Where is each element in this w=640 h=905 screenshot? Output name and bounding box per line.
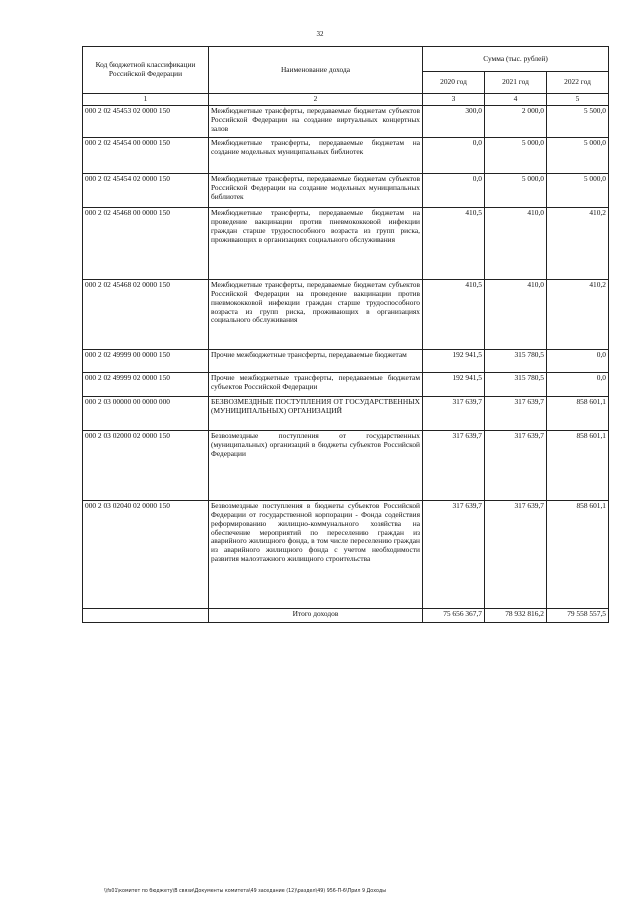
amount-2021-cell: 315 780,5 xyxy=(485,372,547,396)
amount-2021-cell: 410,0 xyxy=(485,207,547,279)
table-row xyxy=(83,372,609,396)
table-row xyxy=(83,279,609,349)
page-number: 32 xyxy=(316,30,324,38)
budget-code-cell: 000 2 03 00000 00 0000 000 xyxy=(83,396,209,430)
table-row xyxy=(83,349,609,372)
amount-2020-cell: 0,0 xyxy=(423,137,485,173)
column-index: 5 xyxy=(547,94,609,106)
total-2020: 75 656 367,7 xyxy=(423,608,485,622)
header-name: Наименование дохода xyxy=(209,47,423,94)
file-path-footer: \\fs01\комитет по бюджету\В связи\Документы комитета\49 заседание (12)\раздел\49) 956-П-6\Прил 9 Доходы xyxy=(104,889,387,894)
revenue-name-cell: Безвозмездные поступления от государственных (муниципальных) организаций в бюджеты субъектов Российской Федерации xyxy=(209,430,423,500)
budget-code-cell: 000 2 03 02000 02 0000 150 xyxy=(83,430,209,500)
amount-2022-cell: 410,2 xyxy=(547,279,609,349)
budget-code-cell: 000 2 02 45453 02 0000 150 xyxy=(83,105,209,137)
amount-2021-cell: 410,0 xyxy=(485,279,547,349)
table-row xyxy=(83,430,609,500)
amount-2021-cell: 317 639,7 xyxy=(485,500,547,608)
amount-2020-cell: 317 639,7 xyxy=(423,500,485,608)
column-index: 2 xyxy=(209,94,423,106)
table-row xyxy=(83,500,609,608)
amount-2020-cell: 300,0 xyxy=(423,105,485,137)
revenue-name-cell: Межбюджетные трансферты, передаваемые бюджетам субъектов Российской Федерации на проведение вакцинации против пневмококковой инфекции граждан старше трудоспособного возраста из групп риска, проживающих в организациях социального обслуживания xyxy=(209,279,423,349)
amount-2022-cell: 5 500,0 xyxy=(547,105,609,137)
column-index: 1 xyxy=(83,94,209,106)
budget-code-cell: 000 2 02 45454 00 0000 150 xyxy=(83,137,209,173)
revenue-name-cell: Межбюджетные трансферты, передаваемые бюджетам субъектов Российской Федерации на создание модельных муниципальных библиотек xyxy=(209,173,423,207)
total-2022: 79 558 557,5 xyxy=(547,608,609,622)
amount-2022-cell: 5 000,0 xyxy=(547,137,609,173)
amount-2020-cell: 192 941,5 xyxy=(423,349,485,372)
amount-2020-cell: 0,0 xyxy=(423,173,485,207)
amount-2022-cell: 858 601,1 xyxy=(547,500,609,608)
budget-code-cell: 000 2 03 02040 02 0000 150 xyxy=(83,500,209,608)
header-year-2022: 2022 год xyxy=(547,72,609,94)
header-sum: Сумма (тыс. рублей) xyxy=(423,47,609,72)
budget-code-cell: 000 2 02 49999 02 0000 150 xyxy=(83,372,209,396)
table-row xyxy=(83,173,609,207)
amount-2020-cell: 410,5 xyxy=(423,279,485,349)
revenue-name-cell: БЕЗВОЗМЕЗДНЫЕ ПОСТУПЛЕНИЯ ОТ ГОСУДАРСТВЕННЫХ (МУНИЦИПАЛЬНЫХ) ОРГАНИЗАЦИЙ xyxy=(209,396,423,430)
amount-2021-cell: 317 639,7 xyxy=(485,430,547,500)
amount-2022-cell: 410,2 xyxy=(547,207,609,279)
amount-2022-cell: 0,0 xyxy=(547,349,609,372)
header-year-2021: 2021 год xyxy=(485,72,547,94)
column-index: 4 xyxy=(485,94,547,106)
total-label: Итого доходов xyxy=(209,608,423,622)
column-index: 3 xyxy=(423,94,485,106)
amount-2020-cell: 410,5 xyxy=(423,207,485,279)
table-row xyxy=(83,105,609,137)
total-row xyxy=(83,608,609,622)
revenue-name-cell: Межбюджетные трансферты, передаваемые бюджетам субъектов Российской Федерации на создание виртуальных концертных залов xyxy=(209,105,423,137)
amount-2020-cell: 317 639,7 xyxy=(423,396,485,430)
amount-2021-cell: 317 639,7 xyxy=(485,396,547,430)
budget-code-cell: 000 2 02 49999 00 0000 150 xyxy=(83,349,209,372)
table-row xyxy=(83,207,609,279)
total-code xyxy=(83,608,209,622)
amount-2020-cell: 192 941,5 xyxy=(423,372,485,396)
revenue-name-cell: Межбюджетные трансферты, передаваемые бюджетам на проведение вакцинации против пневмококковой инфекции граждан старше трудоспособного возраста из групп риска, проживающих в организациях социального обслуживания xyxy=(209,207,423,279)
amount-2022-cell: 858 601,1 xyxy=(547,430,609,500)
amount-2021-cell: 2 000,0 xyxy=(485,105,547,137)
budget-code-cell: 000 2 02 45454 02 0000 150 xyxy=(83,173,209,207)
table-row xyxy=(83,396,609,430)
header-year-2020: 2020 год xyxy=(423,72,485,94)
header-code: Код бюджетной классификации Российской Федерации xyxy=(83,47,209,94)
amount-2022-cell: 5 000,0 xyxy=(547,173,609,207)
amount-2021-cell: 5 000,0 xyxy=(485,137,547,173)
revenue-name-cell: Безвозмездные поступления в бюджеты субъектов Российской Федерации от государственной корпорации - Фонда содействия реформированию жилищно-коммунального хозяйства на обеспечение мероприятий по переселению граждан из аварийного жилищного фонда, в том числе переселению граждан из аварийного жилищного фонда с учетом необходимости развития малоэтажного жилищного строительства xyxy=(209,500,423,608)
amount-2022-cell: 858 601,1 xyxy=(547,396,609,430)
revenue-table xyxy=(82,46,609,623)
budget-code-cell: 000 2 02 45468 02 0000 150 xyxy=(83,279,209,349)
amount-2022-cell: 0,0 xyxy=(547,372,609,396)
revenue-name-cell: Прочие межбюджетные трансферты, передаваемые бюджетам субъектов Российской Федерации xyxy=(209,372,423,396)
total-2021: 78 932 816,2 xyxy=(485,608,547,622)
revenue-name-cell: Межбюджетные трансферты, передаваемые бюджетам на создание модельных муниципальных библиотек xyxy=(209,137,423,173)
revenue-name-cell: Прочие межбюджетные трансферты, передаваемые бюджетам xyxy=(209,349,423,372)
budget-code-cell: 000 2 02 45468 00 0000 150 xyxy=(83,207,209,279)
table-row xyxy=(83,137,609,173)
amount-2021-cell: 5 000,0 xyxy=(485,173,547,207)
amount-2021-cell: 315 780,5 xyxy=(485,349,547,372)
table-body xyxy=(83,105,609,608)
amount-2020-cell: 317 639,7 xyxy=(423,430,485,500)
